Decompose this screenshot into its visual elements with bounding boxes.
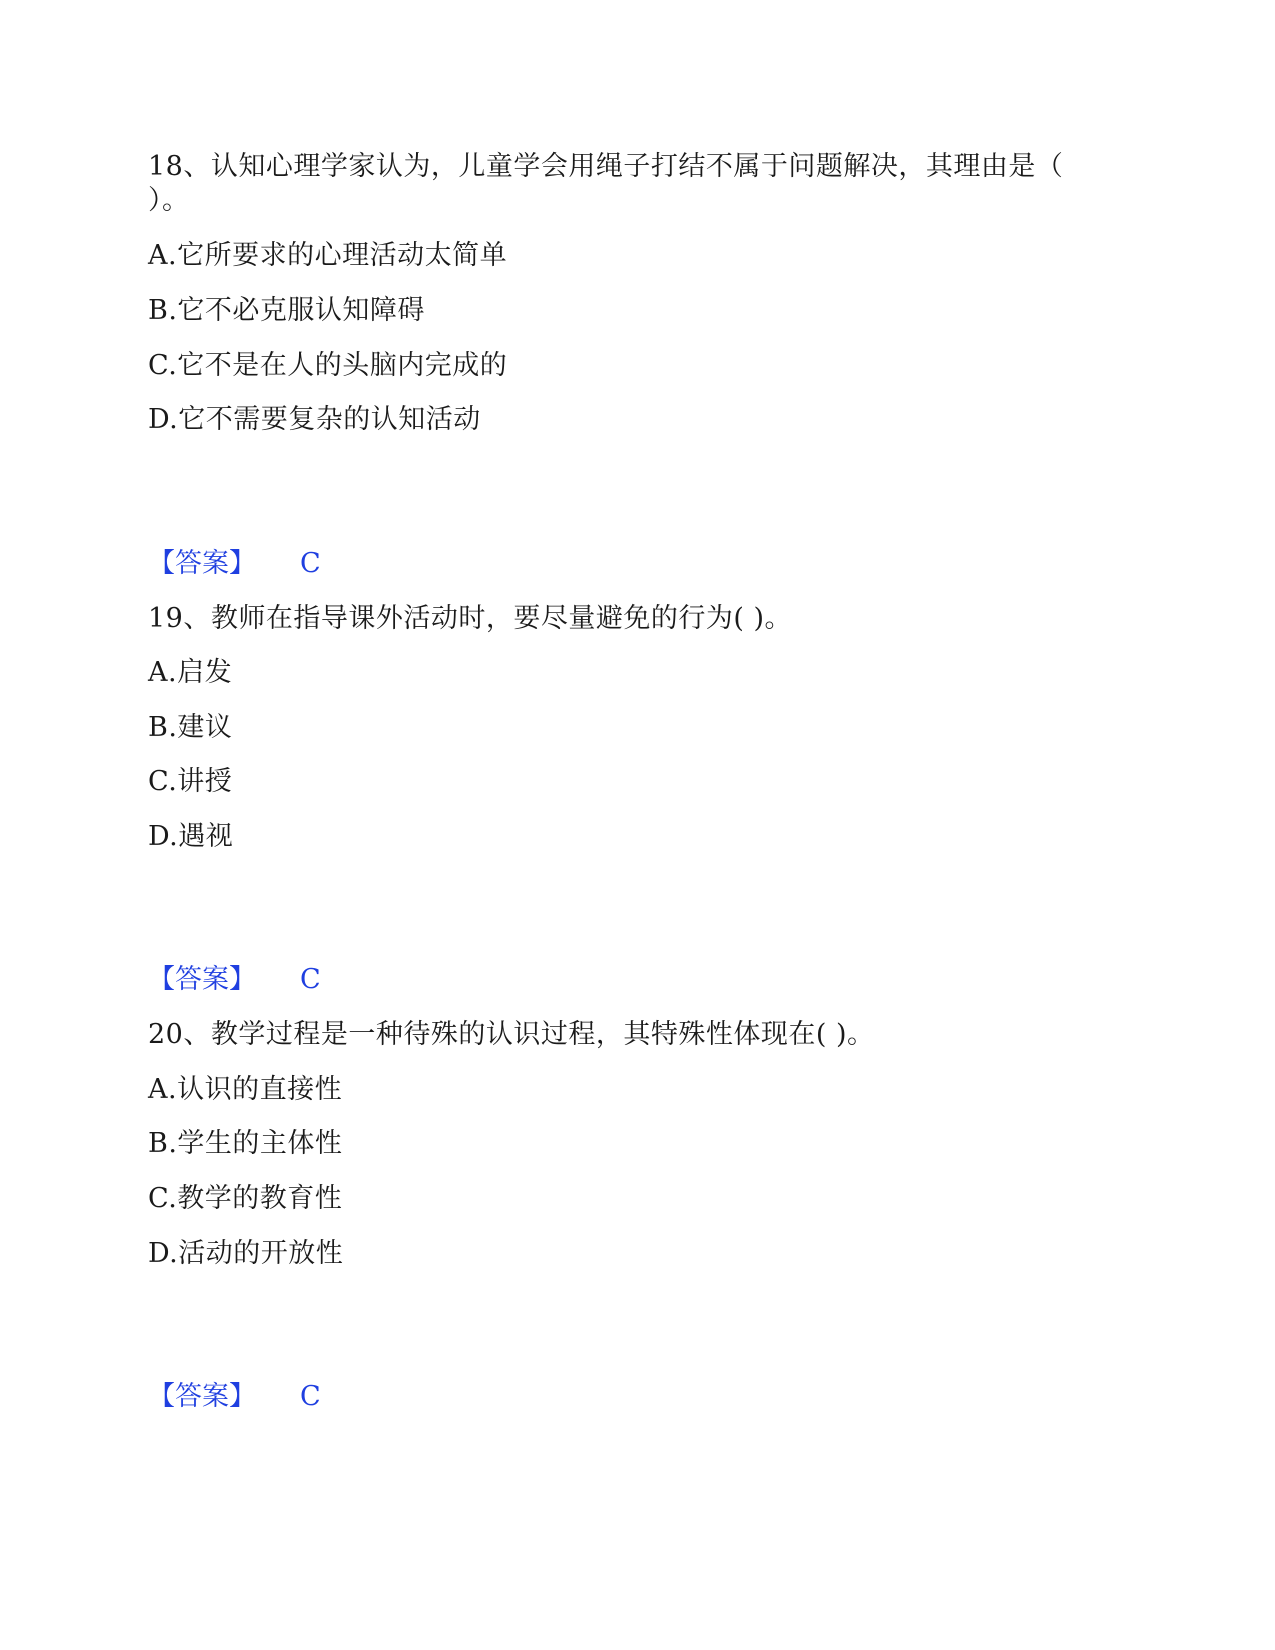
question-19-option-c: C.讲授 (148, 766, 233, 797)
question-20-stem-line1: 20、教学过程是一种待殊的认识过程，其特殊性体现在( )。 (148, 1019, 875, 1050)
question-18-answer (148, 546, 321, 582)
question-18-option-a: A.它所要求的心理活动太简单 (148, 240, 508, 271)
question-18-stem-line2: ）。 (148, 185, 190, 216)
question-19-stem-line1: 19、教师在指导课外活动时，要尽量避免的行为( )。 (148, 603, 793, 634)
answer-label: 【答案】 (148, 1381, 256, 1412)
question-18-option-b: B.它不必克服认知障碍 (148, 295, 425, 326)
question-20-option-b: B.学生的主体性 (148, 1128, 343, 1159)
question-19-answer (148, 962, 321, 998)
question-20-option-c: C.教学的教育性 (148, 1183, 343, 1214)
answer-value: C (300, 964, 321, 995)
answer-value: C (300, 548, 321, 579)
question-18-option-c: C.它不是在人的头脑内完成的 (148, 350, 508, 381)
question-20-answer (148, 1379, 321, 1415)
question-20-option-a: A.认识的直接性 (148, 1074, 343, 1105)
question-19-option-d: D.遇视 (148, 821, 234, 852)
question-19-option-a: A.启发 (148, 657, 233, 688)
answer-value: C (300, 1381, 321, 1412)
question-18-option-d: D.它不需要复杂的认知活动 (148, 404, 481, 435)
question-19-option-b: B.建议 (148, 712, 233, 743)
answer-label: 【答案】 (148, 964, 256, 995)
question-18-stem-line1: 18、认知心理学家认为，儿童学会用绳子打结不属于问题解决，其理由是（ (148, 151, 1064, 182)
answer-label: 【答案】 (148, 548, 256, 579)
question-20-option-d: D.活动的开放性 (148, 1238, 344, 1269)
